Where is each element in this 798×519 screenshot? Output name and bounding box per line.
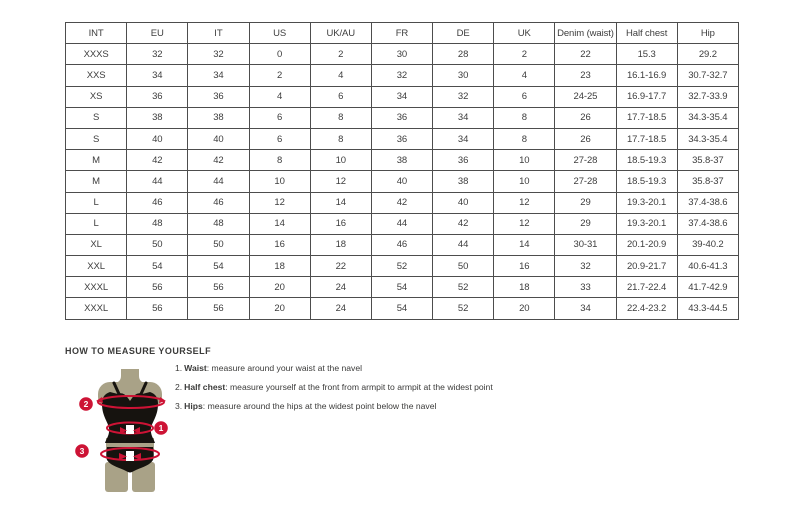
table-cell: 26: [555, 107, 616, 128]
table-row: [66, 234, 739, 255]
column-header: US: [249, 23, 310, 44]
table-cell: 18.5-19.3: [616, 150, 677, 171]
column-header: INT: [66, 23, 127, 44]
table-cell: 10: [249, 171, 310, 192]
badge-waist-number: 1: [158, 423, 164, 433]
table-cell: S: [66, 128, 127, 149]
table-cell: 18.5-19.3: [616, 171, 677, 192]
size-chart-table: [65, 22, 739, 320]
table-cell: 18: [494, 277, 555, 298]
column-header: Hip: [677, 23, 738, 44]
table-cell: 48: [188, 213, 249, 234]
table-cell: 0: [249, 44, 310, 65]
table-cell: 32: [127, 44, 188, 65]
table-cell: 32: [433, 86, 494, 107]
table-cell: 50: [188, 234, 249, 255]
table-cell: 10: [494, 150, 555, 171]
table-row: [66, 298, 739, 319]
table-cell: 56: [127, 277, 188, 298]
table-row: [66, 256, 739, 277]
table-cell: 43.3-44.5: [677, 298, 738, 319]
step-text: : measure around your waist at the navel: [206, 363, 363, 373]
table-cell: 2: [494, 44, 555, 65]
table-cell: 4: [494, 65, 555, 86]
table-cell: 24: [310, 298, 371, 319]
table-cell: 16: [249, 234, 310, 255]
table-cell: 54: [188, 256, 249, 277]
table-cell: 34: [555, 298, 616, 319]
table-row: [66, 277, 739, 298]
table-cell: 8: [310, 107, 371, 128]
table-cell: 40: [371, 171, 432, 192]
table-cell: 52: [433, 298, 494, 319]
measure-step-waist: [175, 364, 595, 374]
table-cell: 40: [433, 192, 494, 213]
step-number: 2.: [175, 382, 183, 392]
badge-hips: [75, 444, 89, 458]
step-label: Half chest: [184, 382, 226, 392]
table-cell: 12: [310, 171, 371, 192]
table-cell: 15.3: [616, 44, 677, 65]
table-cell: 32: [371, 65, 432, 86]
table-cell: 38: [127, 107, 188, 128]
table-cell: 14: [249, 213, 310, 234]
table-cell: 22: [310, 256, 371, 277]
table-cell: 56: [188, 298, 249, 319]
table-cell: 23: [555, 65, 616, 86]
measure-figure-illustration: [74, 368, 186, 494]
table-cell: M: [66, 171, 127, 192]
table-cell: L: [66, 213, 127, 234]
table-cell: 6: [310, 86, 371, 107]
column-header: Half chest: [616, 23, 677, 44]
table-cell: 54: [371, 277, 432, 298]
mannequin-neck: [116, 369, 144, 383]
table-row: [66, 128, 739, 149]
table-cell: L: [66, 192, 127, 213]
table-cell: 39-40.2: [677, 234, 738, 255]
table-cell: 37.4-38.6: [677, 213, 738, 234]
table-cell: XL: [66, 234, 127, 255]
table-cell: 30: [433, 65, 494, 86]
table-cell: 52: [433, 277, 494, 298]
table-cell: 44: [127, 171, 188, 192]
table-cell: 42: [371, 192, 432, 213]
badge-chest: [79, 397, 93, 411]
badge-waist: [154, 421, 168, 435]
table-cell: 32.7-33.9: [677, 86, 738, 107]
table-cell: 40: [127, 128, 188, 149]
badge-hips-number: 3: [79, 446, 85, 456]
table-cell: 19.3-20.1: [616, 192, 677, 213]
table-cell: 20: [249, 298, 310, 319]
step-label: Waist: [184, 363, 207, 373]
column-header: DE: [433, 23, 494, 44]
table-cell: 16.9-17.7: [616, 86, 677, 107]
step-number: 1.: [175, 363, 183, 373]
table-cell: 30-31: [555, 234, 616, 255]
table-cell: 8: [310, 128, 371, 149]
table-body: [66, 44, 739, 319]
table-cell: 42: [127, 150, 188, 171]
table-cell: 30: [371, 44, 432, 65]
table-cell: 12: [494, 213, 555, 234]
table-cell: XXL: [66, 256, 127, 277]
measure-section-heading: HOW TO MEASURE YOURSELF: [65, 346, 212, 356]
table-cell: 40.6-41.3: [677, 256, 738, 277]
table-cell: XXXL: [66, 298, 127, 319]
table-cell: 6: [249, 128, 310, 149]
table-cell: 46: [188, 192, 249, 213]
table-cell: 24: [310, 277, 371, 298]
step-label: Hips: [184, 401, 203, 411]
table-cell: 29.2: [677, 44, 738, 65]
table-cell: 48: [127, 213, 188, 234]
table-cell: XXXL: [66, 277, 127, 298]
table-cell: 34: [371, 86, 432, 107]
table-cell: 34.3-35.4: [677, 107, 738, 128]
table-cell: 35.8-37: [677, 150, 738, 171]
table-cell: S: [66, 107, 127, 128]
step-text: : measure around the hips at the widest point below the navel: [202, 401, 437, 411]
table-cell: 6: [494, 86, 555, 107]
step-number: 3.: [175, 401, 183, 411]
table-cell: 37.4-38.6: [677, 192, 738, 213]
table-row: [66, 213, 739, 234]
table-cell: 19.3-20.1: [616, 213, 677, 234]
table-cell: 35.8-37: [677, 171, 738, 192]
table-cell: 32: [188, 44, 249, 65]
table-cell: 41.7-42.9: [677, 277, 738, 298]
table-cell: 56: [127, 298, 188, 319]
table-cell: 17.7-18.5: [616, 128, 677, 149]
table-cell: XS: [66, 86, 127, 107]
measure-steps-list: [175, 364, 595, 421]
table-row: [66, 171, 739, 192]
table-row: [66, 192, 739, 213]
column-header: EU: [127, 23, 188, 44]
table-cell: 50: [433, 256, 494, 277]
table-cell: 2: [310, 44, 371, 65]
table-cell: 26: [555, 128, 616, 149]
table-cell: XXXS: [66, 44, 127, 65]
table-cell: 29: [555, 213, 616, 234]
table-cell: 8: [494, 128, 555, 149]
table-cell: 20.1-20.9: [616, 234, 677, 255]
table-cell: 34: [433, 128, 494, 149]
table-cell: 36: [188, 86, 249, 107]
table-cell: 8: [249, 150, 310, 171]
table-row: [66, 150, 739, 171]
table-cell: 21.7-22.4: [616, 277, 677, 298]
table-cell: 6: [249, 107, 310, 128]
table-cell: 16: [494, 256, 555, 277]
table-cell: 38: [371, 150, 432, 171]
table-cell: 52: [371, 256, 432, 277]
table-cell: 12: [494, 192, 555, 213]
table-row: [66, 44, 739, 65]
table-cell: 36: [433, 150, 494, 171]
table-cell: 8: [494, 107, 555, 128]
table-cell: 34: [188, 65, 249, 86]
table-cell: 22: [555, 44, 616, 65]
table-cell: 36: [371, 128, 432, 149]
table-cell: 38: [433, 171, 494, 192]
table-cell: 27-28: [555, 150, 616, 171]
table-cell: 34.3-35.4: [677, 128, 738, 149]
table-cell: 27-28: [555, 171, 616, 192]
table-cell: 4: [310, 65, 371, 86]
table-cell: 34: [433, 107, 494, 128]
badge-chest-number: 2: [83, 399, 89, 409]
table-cell: 33: [555, 277, 616, 298]
table-cell: 20: [249, 277, 310, 298]
table-cell: 12: [249, 192, 310, 213]
table-cell: 46: [127, 192, 188, 213]
table-cell: 2: [249, 65, 310, 86]
table-cell: 14: [310, 192, 371, 213]
table-cell: 16: [310, 213, 371, 234]
table-cell: 22.4-23.2: [616, 298, 677, 319]
table-cell: 34: [127, 65, 188, 86]
table-cell: 40: [188, 128, 249, 149]
table-cell: 44: [433, 234, 494, 255]
table-cell: 46: [371, 234, 432, 255]
table-cell: 4: [249, 86, 310, 107]
table-cell: 42: [433, 213, 494, 234]
table-row: [66, 107, 739, 128]
measure-step-hips: [175, 402, 595, 412]
table-cell: 38: [188, 107, 249, 128]
table-cell: 10: [494, 171, 555, 192]
table-cell: 36: [371, 107, 432, 128]
table-cell: 17.7-18.5: [616, 107, 677, 128]
table-cell: 56: [188, 277, 249, 298]
measure-step-half-chest: [175, 383, 595, 393]
table-row: [66, 65, 739, 86]
column-header: FR: [371, 23, 432, 44]
table-cell: 29: [555, 192, 616, 213]
table-cell: 36: [127, 86, 188, 107]
table-row: [66, 86, 739, 107]
table-cell: 42: [188, 150, 249, 171]
table-cell: XXS: [66, 65, 127, 86]
table-cell: 50: [127, 234, 188, 255]
table-cell: 30.7-32.7: [677, 65, 738, 86]
table-cell: 24-25: [555, 86, 616, 107]
table-cell: 44: [371, 213, 432, 234]
column-header: UK: [494, 23, 555, 44]
column-header: UK/AU: [310, 23, 371, 44]
table-cell: 20: [494, 298, 555, 319]
table-cell: 18: [249, 256, 310, 277]
header-row: [66, 23, 739, 44]
column-header: IT: [188, 23, 249, 44]
table-cell: 20.9-21.7: [616, 256, 677, 277]
table-cell: 54: [371, 298, 432, 319]
column-header: Denim (waist): [555, 23, 616, 44]
table-cell: 32: [555, 256, 616, 277]
table-cell: 44: [188, 171, 249, 192]
table-cell: 54: [127, 256, 188, 277]
table-cell: 14: [494, 234, 555, 255]
table-cell: 16.1-16.9: [616, 65, 677, 86]
table-cell: 28: [433, 44, 494, 65]
table-cell: M: [66, 150, 127, 171]
step-text: : measure yourself at the front from armpit to armpit at the widest point: [225, 382, 493, 392]
table-cell: 18: [310, 234, 371, 255]
table-cell: 10: [310, 150, 371, 171]
